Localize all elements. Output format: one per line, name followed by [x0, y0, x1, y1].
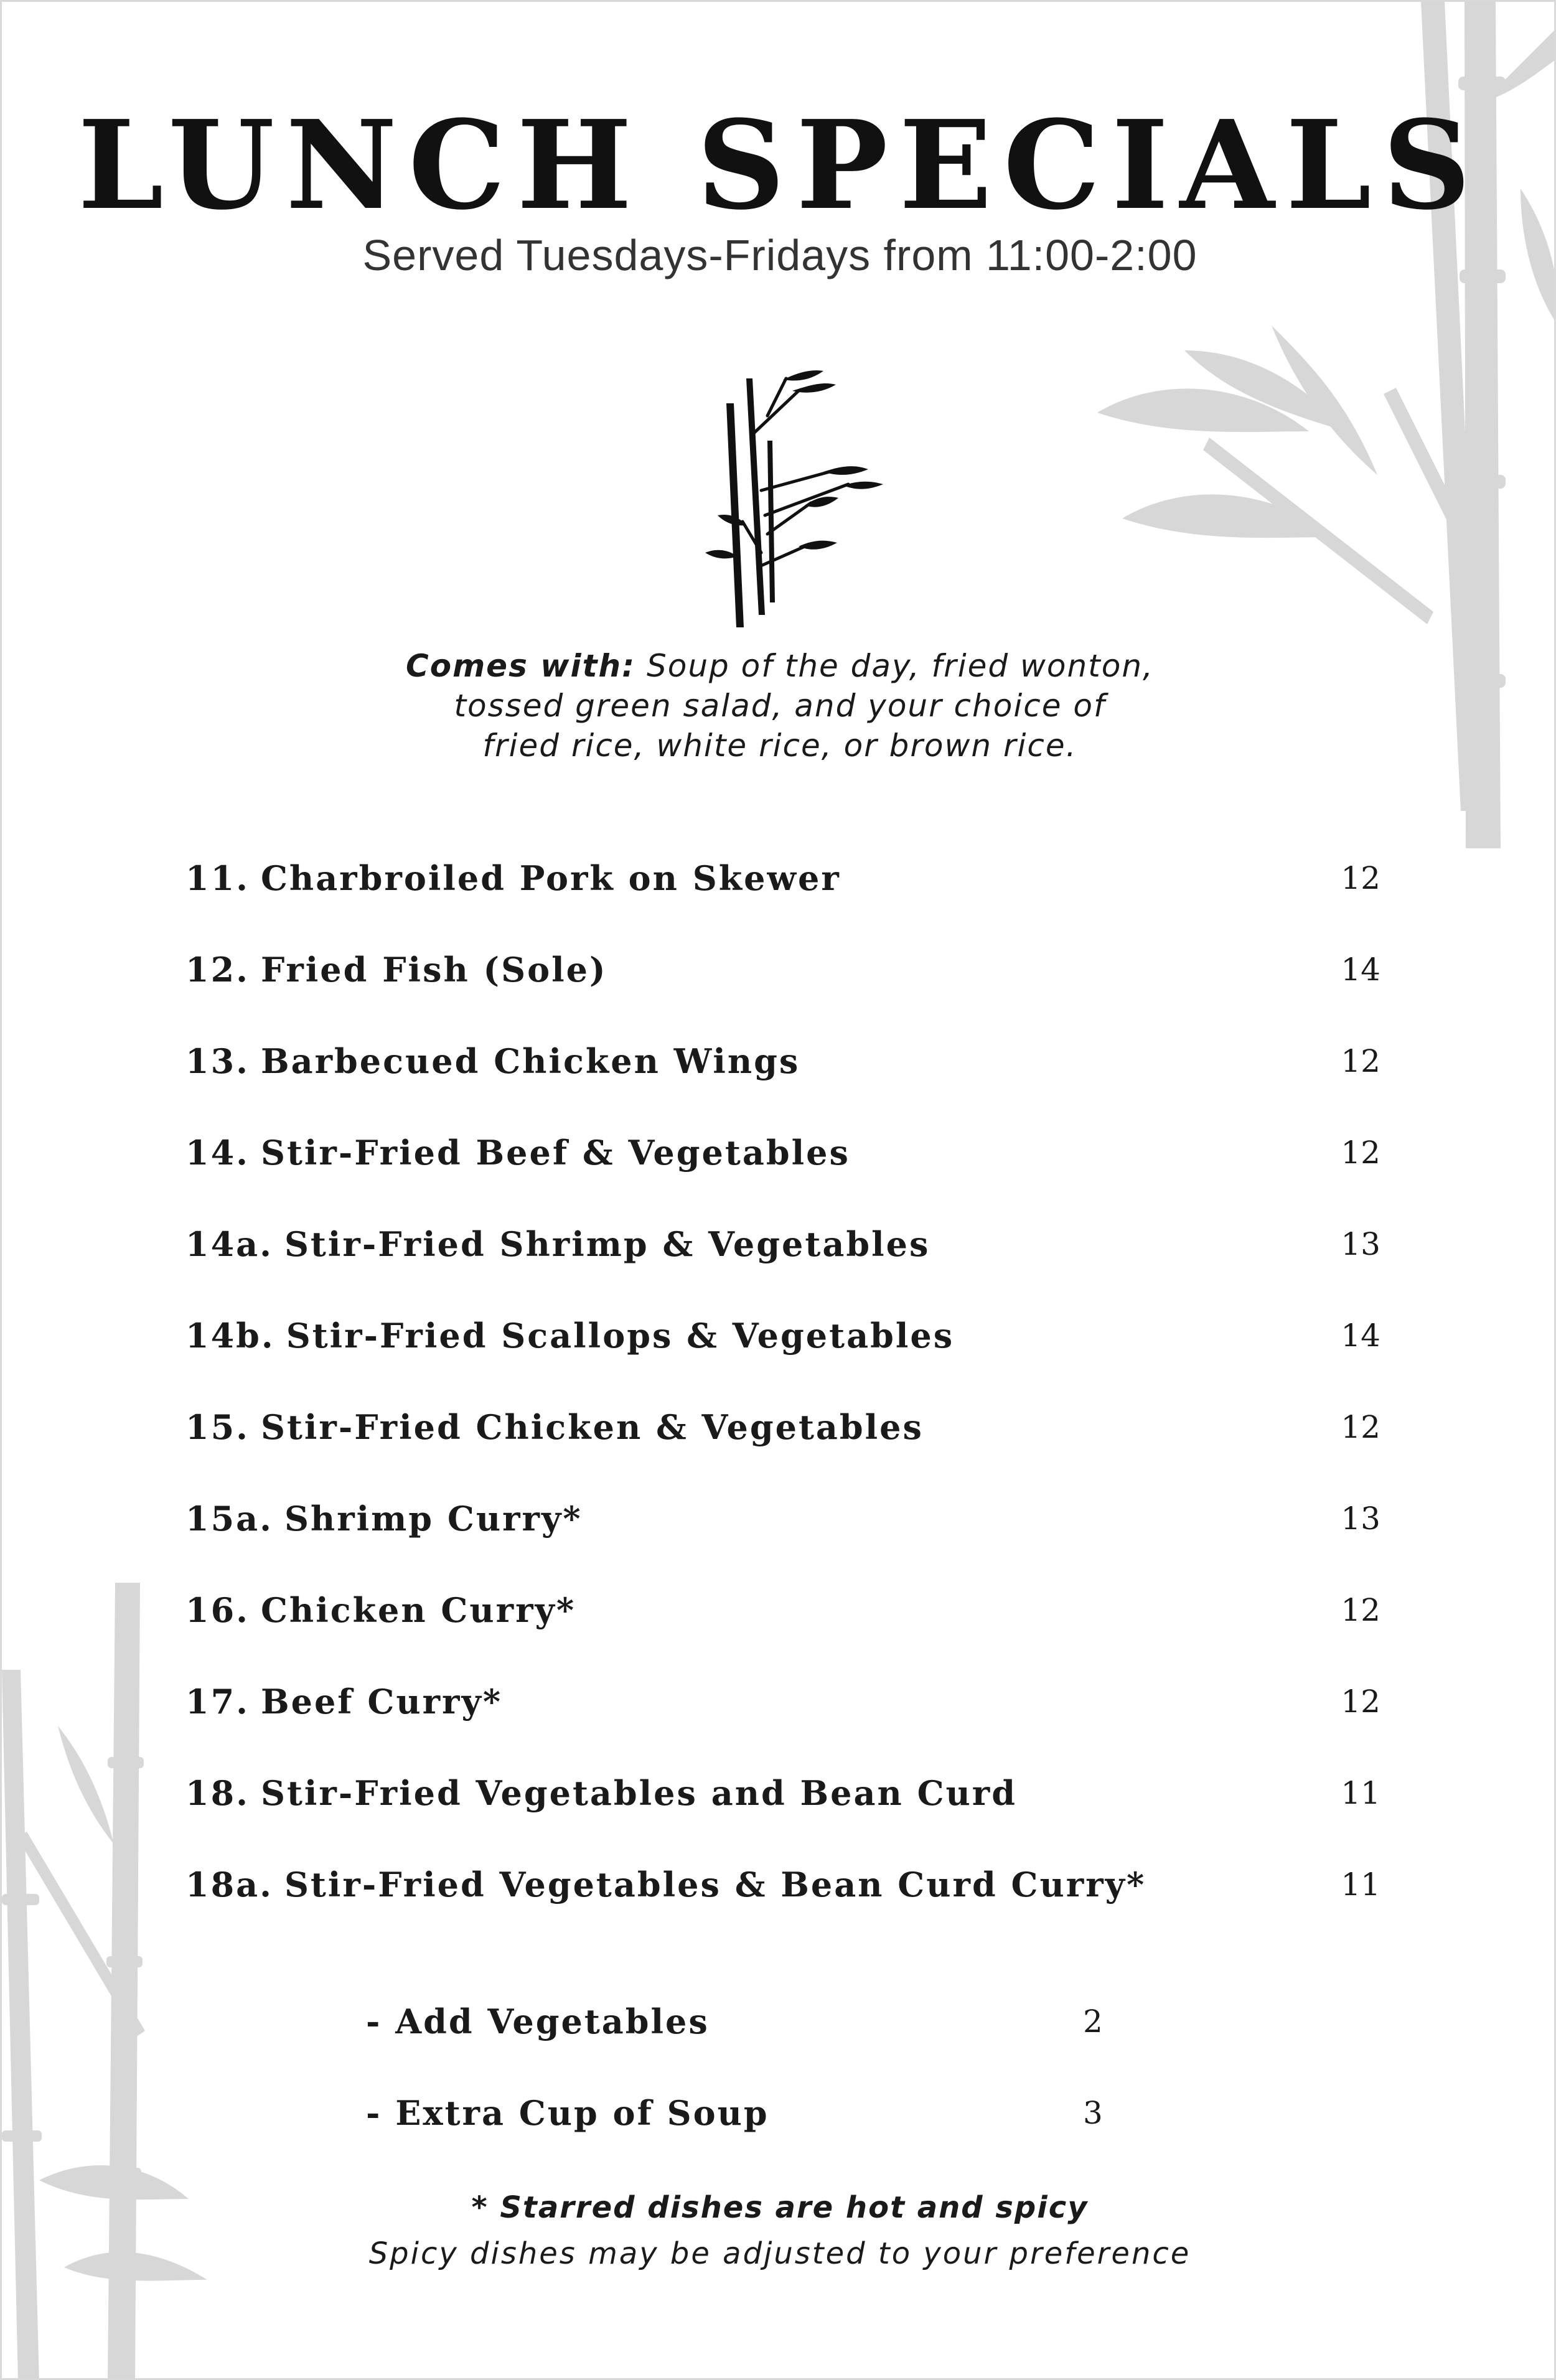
- item-name: Stir-Fried Chicken & Vegetables: [260, 1407, 924, 1447]
- includes-label: Comes with:: [406, 648, 636, 684]
- item-number: 14.: [185, 1133, 250, 1173]
- menu-item: [185, 949, 1380, 1041]
- item-number: 12.: [185, 950, 250, 990]
- spicy-note: * Starred dishes are hot and spicy: [471, 2190, 1089, 2225]
- item-price: 12: [1341, 1043, 1380, 1079]
- service-hours: Served Tuesdays-Fridays from 11:00-2:00: [362, 231, 1197, 279]
- extra-name: - Add Vegetables: [366, 2002, 710, 2041]
- extra-name: - Extra Cup of Soup: [366, 2093, 769, 2133]
- item-price: 11: [1341, 1775, 1380, 1811]
- page-title: LUNCH SPECIALS: [77, 94, 1483, 237]
- item-number: 13.: [185, 1041, 250, 1081]
- bamboo-center-icon: [705, 366, 886, 627]
- extra-price: 3: [1083, 2095, 1103, 2131]
- item-number: 16.: [185, 1590, 250, 1630]
- menu-item: [185, 1590, 1380, 1681]
- item-name: Fried Fish (Sole): [260, 950, 607, 990]
- item-price: 12: [1341, 1592, 1380, 1628]
- menu-item: [185, 1224, 1380, 1315]
- item-price: 12: [1341, 1135, 1380, 1171]
- item-price: 14: [1341, 1318, 1380, 1354]
- extras-list: [366, 2001, 1103, 2184]
- item-name: Charbroiled Pork on Skewer: [260, 858, 841, 898]
- menu-item: [185, 1498, 1380, 1590]
- menu-item: [185, 1407, 1380, 1498]
- menu-items-list: [185, 858, 1380, 1956]
- item-price: 13: [1341, 1501, 1380, 1537]
- menu-item: [185, 858, 1380, 949]
- item-number: 17.: [185, 1682, 250, 1722]
- item-price: 11: [1341, 1867, 1380, 1903]
- includes-line-3: fried rice, white rice, or brown rice.: [482, 728, 1077, 764]
- item-price: 12: [1341, 860, 1380, 896]
- item-name: Shrimp Curry*: [284, 1499, 583, 1539]
- menu-item: [185, 1315, 1380, 1407]
- item-number: 14a.: [185, 1224, 273, 1264]
- item-number: 15.: [185, 1407, 250, 1447]
- menu-item: [185, 1132, 1380, 1224]
- item-name: Chicken Curry*: [260, 1590, 576, 1630]
- menu-item: [185, 1864, 1380, 1956]
- item-name: Stir-Fried Scallops & Vegetables: [286, 1316, 955, 1356]
- includes-description: [282, 646, 1278, 766]
- item-price: 12: [1341, 1684, 1380, 1720]
- menu-item: [185, 1681, 1380, 1773]
- menu-item: [185, 1041, 1380, 1132]
- includes-line-2: tossed green salad, and your choice of: [454, 688, 1106, 724]
- item-number: 11.: [185, 858, 250, 898]
- extra-price: 2: [1083, 2003, 1103, 2040]
- extra-item: [366, 2092, 1103, 2184]
- item-name: Barbecued Chicken Wings: [260, 1041, 800, 1081]
- item-number: 14b.: [185, 1316, 275, 1356]
- item-price: 12: [1341, 1409, 1380, 1445]
- adjust-note: Spicy dishes may be adjusted to your preference: [368, 2236, 1191, 2271]
- extra-item: [366, 2001, 1103, 2092]
- item-name: Stir-Fried Vegetables and Bean Curd: [260, 1773, 1018, 1813]
- item-number: 18a.: [185, 1865, 273, 1904]
- item-name: Stir-Fried Beef & Vegetables: [260, 1133, 850, 1173]
- item-name: Stir-Fried Vegetables & Bean Curd Curry*: [284, 1865, 1146, 1904]
- item-price: 14: [1341, 952, 1380, 988]
- item-number: 18.: [185, 1773, 250, 1813]
- item-name: Beef Curry*: [260, 1682, 503, 1722]
- item-name: Stir-Fried Shrimp & Vegetables: [284, 1224, 930, 1264]
- item-price: 13: [1341, 1226, 1380, 1262]
- includes-line-1: Soup of the day, fried wonton,: [646, 648, 1154, 684]
- item-number: 15a.: [185, 1499, 273, 1539]
- menu-item: [185, 1773, 1380, 1864]
